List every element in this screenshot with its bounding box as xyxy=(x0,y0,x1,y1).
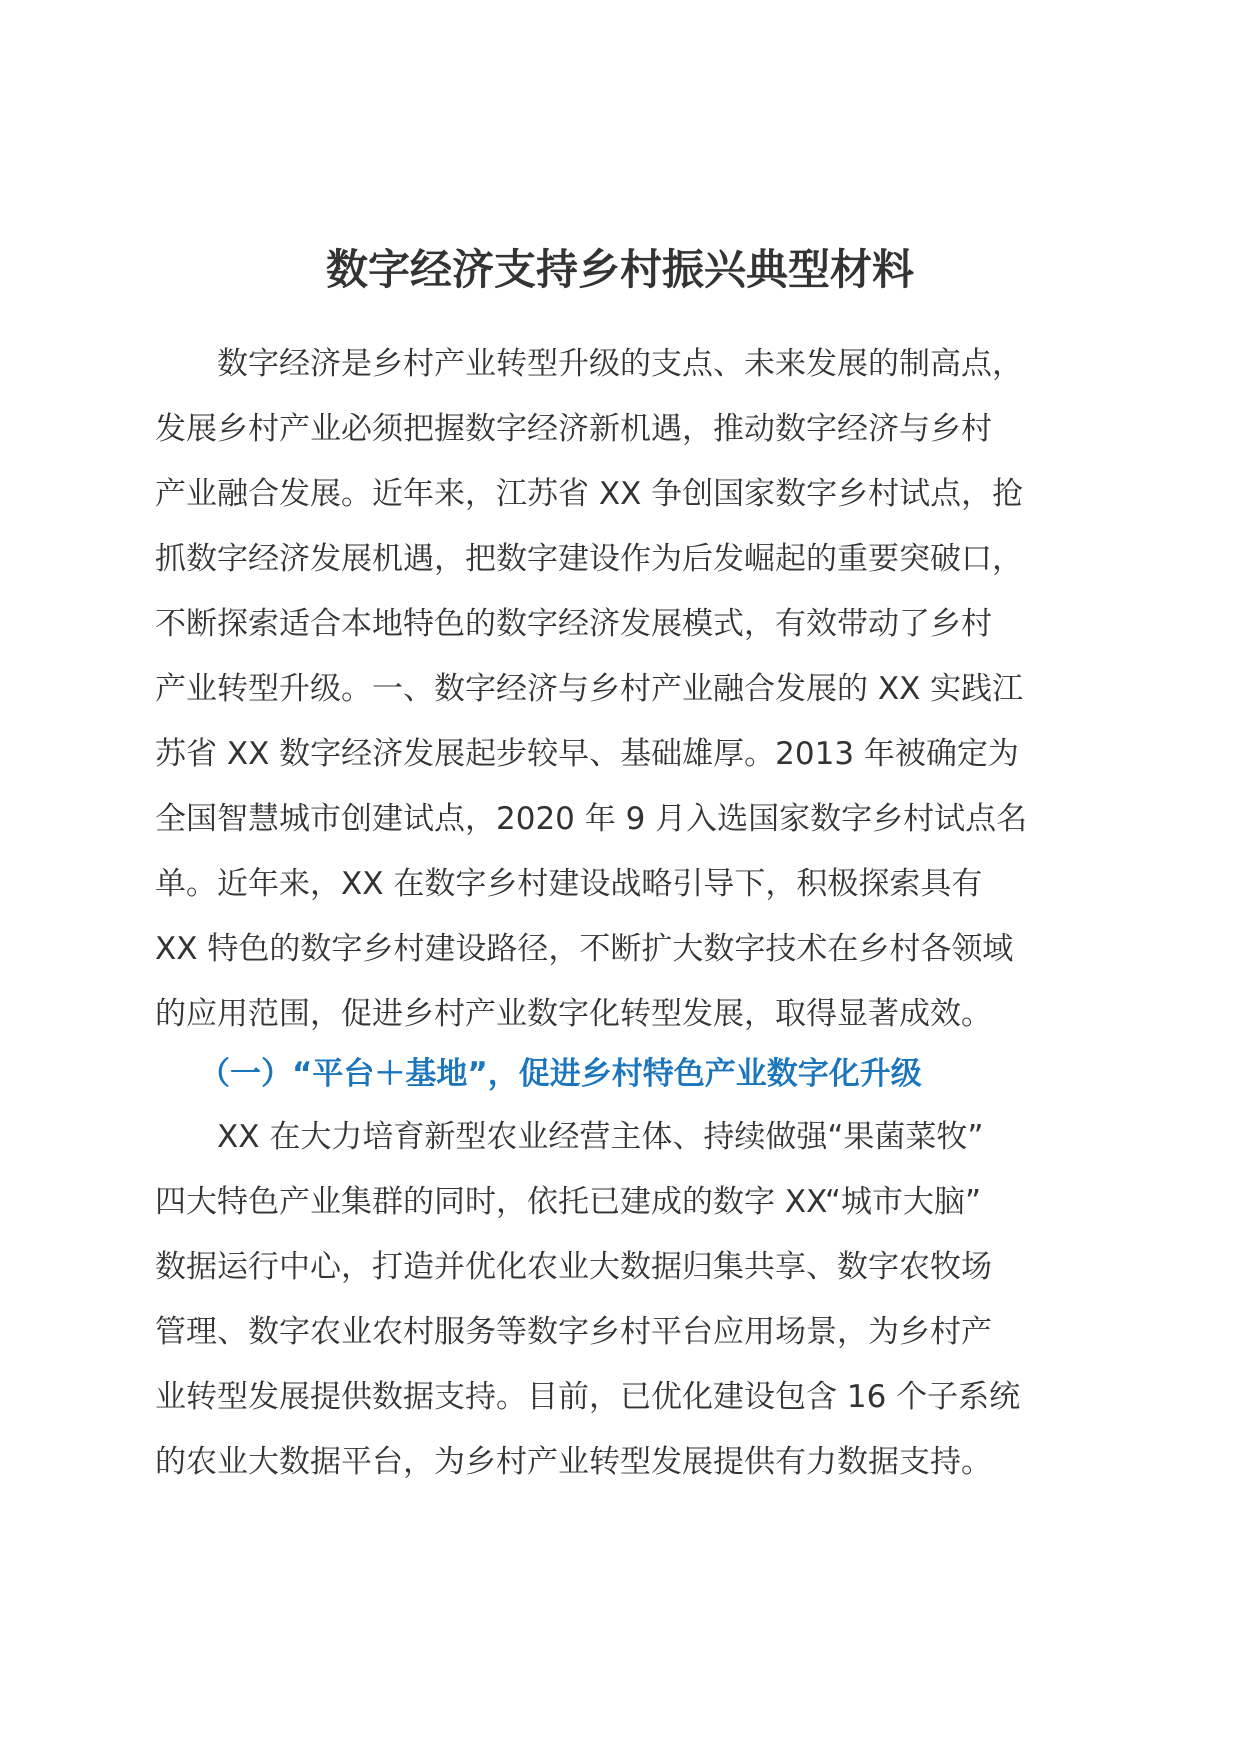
paragraph-line: 的应用范围，促进乡村产业数字化转型发展，取得显著成效。 xyxy=(155,996,992,1032)
paragraph-line: 的农业大数据平台，为乡村产业转型发展提供有力数据支持。 xyxy=(155,1444,992,1480)
paragraph-line: 发展乡村产业必须把握数字经济新机遇，推动数字经济与乡村 xyxy=(155,411,992,447)
document-page xyxy=(155,0,1085,1754)
paragraph-line: 管理、数字农业农村服务等数字乡村平台应用场景，为乡村产 xyxy=(155,1314,992,1350)
section-heading: （一）“平台＋基地”，促进乡村特色产业数字化升级 xyxy=(199,1056,922,1092)
paragraph-intro xyxy=(155,332,1085,1047)
paragraph-line: 产业融合发展。近年来，江苏省 XX 争创国家数字乡村试点，抢 xyxy=(155,476,1024,512)
paragraph-line: 数字经济是乡村产业转型升级的支点、未来发展的制高点， xyxy=(217,346,1023,382)
paragraph-line: XX 在大力培育新型农业经营主体、持续做强“果菌菜牧” xyxy=(217,1119,984,1155)
paragraph-line: 产业转型升级。一、数字经济与乡村产业融合发展的 XX 实践江 xyxy=(155,671,1024,707)
document-title: 数字经济支持乡村振兴典型材料 xyxy=(325,245,914,294)
paragraph-line: 业转型发展提供数据支持。目前，已优化建设包含 16 个子系统 xyxy=(155,1379,1021,1415)
paragraph-line: 苏省 XX 数字经济发展起步较早、基础雄厚。2013 年被确定为 xyxy=(155,736,1019,772)
paragraph-line: 数据运行中心，打造并优化农业大数据归集共享、数字农牧场 xyxy=(155,1249,992,1285)
paragraph-line: XX 特色的数字乡村建设路径，不断扩大数字技术在乡村各领域 xyxy=(155,931,1014,967)
paragraph-line: 抓数字经济发展机遇，把数字建设作为后发崛起的重要突破口， xyxy=(155,541,1023,577)
paragraph-line: 四大特色产业集群的同时，依托已建成的数字 XX“城市大脑” xyxy=(155,1184,982,1220)
paragraph-platform xyxy=(155,1105,1085,1495)
paragraph-line: 全国智慧城市创建试点，2020 年 9 月入选国家数字乡村试点名 xyxy=(155,801,1028,837)
paragraph-line: 不断探索适合本地特色的数字经济发展模式，有效带动了乡村 xyxy=(155,606,992,642)
paragraph-line: 单。近年来，XX 在数字乡村建设战略引导下，积极探索具有 xyxy=(155,866,983,902)
